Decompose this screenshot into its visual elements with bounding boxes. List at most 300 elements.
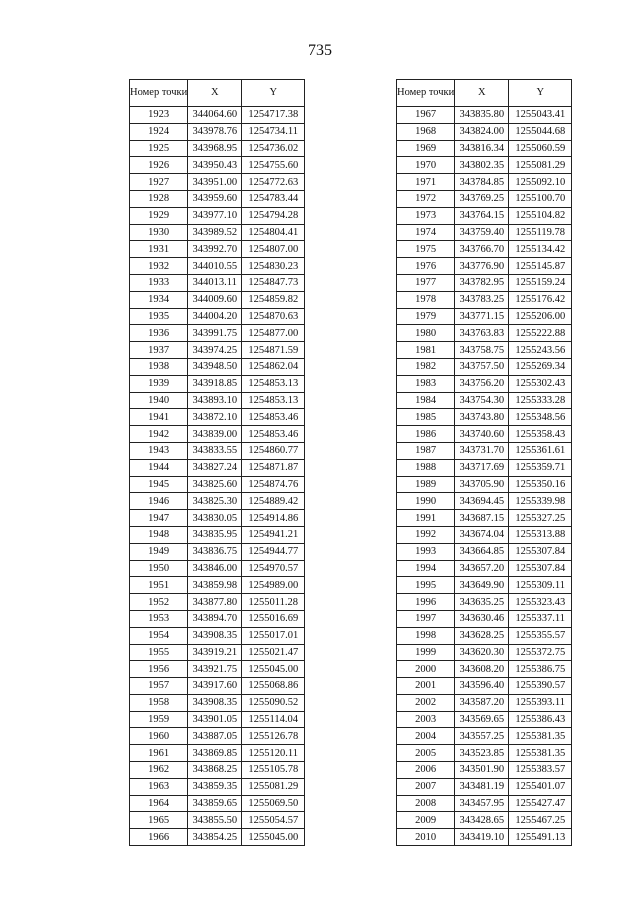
y-coordinate-cell: 1254830.23 [242,258,305,275]
table-row [397,325,572,342]
y-coordinate-cell: 1254772.63 [242,174,305,191]
x-coordinate-cell: 343835.80 [455,107,509,124]
x-coordinate-cell: 343481.19 [455,778,509,795]
y-coordinate-cell: 1255119.78 [509,224,572,241]
table-row [130,358,305,375]
x-coordinate-cell: 343501.90 [455,762,509,779]
x-coordinate-cell: 343759.40 [455,224,509,241]
point-number-cell: 1981 [397,342,455,359]
table-row [130,123,305,140]
x-coordinate-cell: 343919.21 [188,644,242,661]
y-coordinate-cell: 1254717.38 [242,107,305,124]
y-coordinate-cell: 1255206.00 [509,308,572,325]
y-coordinate-cell: 1255045.00 [242,661,305,678]
table-row [130,728,305,745]
y-coordinate-cell: 1254853.46 [242,409,305,426]
x-coordinate-cell: 343419.10 [455,829,509,846]
point-number-cell: 1943 [130,442,188,459]
y-coordinate-cell: 1254860.77 [242,442,305,459]
y-coordinate-cell: 1255044.68 [509,123,572,140]
x-coordinate-cell: 343630.46 [455,610,509,627]
table-row [397,795,572,812]
table-row [130,258,305,275]
x-coordinate-cell: 343894.70 [188,610,242,627]
y-coordinate-cell: 1255081.29 [242,778,305,795]
point-number-cell: 1978 [397,291,455,308]
table-row [130,560,305,577]
x-coordinate-cell: 343687.15 [455,510,509,527]
y-coordinate-cell: 1255105.78 [242,762,305,779]
y-coordinate-cell: 1255348.56 [509,409,572,426]
x-coordinate-cell: 343908.35 [188,627,242,644]
table-row [130,644,305,661]
point-number-cell: 2008 [397,795,455,812]
header-y: Y [509,80,572,107]
x-coordinate-cell: 343836.75 [188,543,242,560]
x-coordinate-cell: 343754.30 [455,392,509,409]
point-number-cell: 2005 [397,745,455,762]
y-coordinate-cell: 1254794.28 [242,207,305,224]
coordinates-table-right [396,79,572,846]
y-coordinate-cell: 1254871.87 [242,459,305,476]
point-number-cell: 1967 [397,107,455,124]
y-coordinate-cell: 1254736.02 [242,140,305,157]
x-coordinate-cell: 343827.24 [188,459,242,476]
table-row [130,375,305,392]
table-row [130,627,305,644]
header-x: X [188,80,242,107]
x-coordinate-cell: 343830.05 [188,510,242,527]
point-number-cell: 1939 [130,375,188,392]
y-coordinate-cell: 1255386.43 [509,711,572,728]
x-coordinate-cell: 343859.98 [188,577,242,594]
y-coordinate-cell: 1255145.87 [509,258,572,275]
point-number-cell: 1972 [397,190,455,207]
x-coordinate-cell: 343992.70 [188,241,242,258]
table-row [397,224,572,241]
y-coordinate-cell: 1255313.88 [509,526,572,543]
point-number-cell: 2001 [397,678,455,695]
point-number-cell: 2010 [397,829,455,846]
table-row [397,274,572,291]
point-number-cell: 1977 [397,274,455,291]
y-coordinate-cell: 1255339.98 [509,493,572,510]
table-row [130,812,305,829]
table-row [397,291,572,308]
y-coordinate-cell: 1255467.25 [509,812,572,829]
y-coordinate-cell: 1255017.01 [242,627,305,644]
point-number-cell: 1933 [130,274,188,291]
point-number-cell: 1929 [130,207,188,224]
y-coordinate-cell: 1255359.71 [509,459,572,476]
y-coordinate-cell: 1254862.04 [242,358,305,375]
table-row [397,728,572,745]
y-coordinate-cell: 1254944.77 [242,543,305,560]
x-coordinate-cell: 343596.40 [455,678,509,695]
y-coordinate-cell: 1255126.78 [242,728,305,745]
point-number-cell: 2006 [397,762,455,779]
point-number-cell: 1949 [130,543,188,560]
point-number-cell: 1952 [130,594,188,611]
table-row [130,459,305,476]
x-coordinate-cell: 343763.83 [455,325,509,342]
point-number-cell: 1987 [397,442,455,459]
point-number-cell: 1942 [130,426,188,443]
y-coordinate-cell: 1255120.11 [242,745,305,762]
x-coordinate-cell: 343977.10 [188,207,242,224]
table-row [130,140,305,157]
table-row [130,829,305,846]
y-coordinate-cell: 1255333.28 [509,392,572,409]
point-number-cell: 1968 [397,123,455,140]
table-row [397,190,572,207]
x-coordinate-cell: 343974.25 [188,342,242,359]
x-coordinate-cell: 343764.15 [455,207,509,224]
table-row [397,207,572,224]
point-number-cell: 1951 [130,577,188,594]
y-coordinate-cell: 1255381.35 [509,728,572,745]
table-row [397,510,572,527]
y-coordinate-cell: 1255069.50 [242,795,305,812]
point-number-cell: 2000 [397,661,455,678]
x-coordinate-cell: 343978.76 [188,123,242,140]
point-number-cell: 2007 [397,778,455,795]
x-coordinate-cell: 343635.25 [455,594,509,611]
x-coordinate-cell: 343872.10 [188,409,242,426]
y-coordinate-cell: 1254853.13 [242,375,305,392]
table-row [397,560,572,577]
table-row [397,358,572,375]
x-coordinate-cell: 343948.50 [188,358,242,375]
x-coordinate-cell: 344064.60 [188,107,242,124]
x-coordinate-cell: 343951.00 [188,174,242,191]
point-number-cell: 1926 [130,157,188,174]
point-number-cell: 1928 [130,190,188,207]
table-row [397,140,572,157]
table-row [397,493,572,510]
y-coordinate-cell: 1254807.00 [242,241,305,258]
x-coordinate-cell: 343657.20 [455,560,509,577]
table-row [397,762,572,779]
y-coordinate-cell: 1255100.70 [509,190,572,207]
table-row [397,308,572,325]
x-coordinate-cell: 344009.60 [188,291,242,308]
y-coordinate-cell: 1255090.52 [242,694,305,711]
x-coordinate-cell: 343743.80 [455,409,509,426]
table-row [130,694,305,711]
table-row [397,594,572,611]
point-number-cell: 2003 [397,711,455,728]
table-row [130,661,305,678]
y-coordinate-cell: 1254941.21 [242,526,305,543]
point-number-cell: 1950 [130,560,188,577]
y-coordinate-cell: 1254859.82 [242,291,305,308]
table-row [397,258,572,275]
table-body-right [397,107,572,846]
point-number-cell: 1984 [397,392,455,409]
table-row [130,291,305,308]
x-coordinate-cell: 343782.95 [455,274,509,291]
x-coordinate-cell: 343771.15 [455,308,509,325]
x-coordinate-cell: 343694.45 [455,493,509,510]
table-row [397,442,572,459]
y-coordinate-cell: 1254970.57 [242,560,305,577]
point-number-cell: 1963 [130,778,188,795]
point-number-cell: 1955 [130,644,188,661]
table-row [397,157,572,174]
coordinates-table-left [129,79,305,846]
table-row [130,224,305,241]
table-row [397,627,572,644]
x-coordinate-cell: 343587.20 [455,694,509,711]
table-row [130,678,305,695]
y-coordinate-cell: 1254914.86 [242,510,305,527]
y-coordinate-cell: 1255060.59 [509,140,572,157]
table-row [397,426,572,443]
table-row [397,829,572,846]
table-row [130,342,305,359]
y-coordinate-cell: 1255393.11 [509,694,572,711]
table-row [130,610,305,627]
x-coordinate-cell: 343846.00 [188,560,242,577]
point-number-cell: 1927 [130,174,188,191]
table-row [130,274,305,291]
y-coordinate-cell: 1255302.43 [509,375,572,392]
point-number-cell: 1983 [397,375,455,392]
point-number-cell: 1969 [397,140,455,157]
x-coordinate-cell: 343569.65 [455,711,509,728]
point-number-cell: 1937 [130,342,188,359]
x-coordinate-cell: 343877.80 [188,594,242,611]
x-coordinate-cell: 343757.50 [455,358,509,375]
point-number-cell: 2009 [397,812,455,829]
x-coordinate-cell: 343887.05 [188,728,242,745]
x-coordinate-cell: 343620.30 [455,644,509,661]
point-number-cell: 1936 [130,325,188,342]
point-number-cell: 1934 [130,291,188,308]
y-coordinate-cell: 1254871.59 [242,342,305,359]
point-number-cell: 1979 [397,308,455,325]
y-coordinate-cell: 1255092.10 [509,174,572,191]
point-number-cell: 1938 [130,358,188,375]
page-number: 735 [308,42,332,59]
table-row [130,795,305,812]
x-coordinate-cell: 343859.65 [188,795,242,812]
x-coordinate-cell: 344004.20 [188,308,242,325]
x-coordinate-cell: 343628.25 [455,627,509,644]
table-row [397,409,572,426]
point-number-cell: 1953 [130,610,188,627]
point-number-cell: 1965 [130,812,188,829]
point-number-cell: 1954 [130,627,188,644]
point-number-cell: 1990 [397,493,455,510]
x-coordinate-cell: 343769.25 [455,190,509,207]
y-coordinate-cell: 1255337.11 [509,610,572,627]
point-number-cell: 1996 [397,594,455,611]
header-x: X [455,80,509,107]
y-coordinate-cell: 1255081.29 [509,157,572,174]
x-coordinate-cell: 343766.70 [455,241,509,258]
point-number-cell: 1956 [130,661,188,678]
point-number-cell: 1982 [397,358,455,375]
table-row [397,476,572,493]
y-coordinate-cell: 1255045.00 [242,829,305,846]
table-row [130,778,305,795]
x-coordinate-cell: 343833.55 [188,442,242,459]
point-number-cell: 1993 [397,543,455,560]
x-coordinate-cell: 343908.35 [188,694,242,711]
header-point-number: Номер точки [130,80,188,107]
x-coordinate-cell: 343901.05 [188,711,242,728]
point-number-cell: 1931 [130,241,188,258]
point-number-cell: 1962 [130,762,188,779]
header-point-number: Номер точки [397,80,455,107]
y-coordinate-cell: 1255016.69 [242,610,305,627]
y-coordinate-cell: 1255355.57 [509,627,572,644]
table-row [130,762,305,779]
point-number-cell: 1945 [130,476,188,493]
point-number-cell: 1946 [130,493,188,510]
table-row [130,493,305,510]
point-number-cell: 1964 [130,795,188,812]
y-coordinate-cell: 1254877.00 [242,325,305,342]
point-number-cell: 1960 [130,728,188,745]
y-coordinate-cell: 1255114.04 [242,711,305,728]
table-row [397,745,572,762]
table-row [397,459,572,476]
x-coordinate-cell: 343783.25 [455,291,509,308]
x-coordinate-cell: 343835.95 [188,526,242,543]
table-row [130,325,305,342]
table-row [397,123,572,140]
y-coordinate-cell: 1255350.16 [509,476,572,493]
x-coordinate-cell: 343674.04 [455,526,509,543]
x-coordinate-cell: 343802.35 [455,157,509,174]
point-number-cell: 1999 [397,644,455,661]
table-row [130,476,305,493]
y-coordinate-cell: 1255491.13 [509,829,572,846]
point-number-cell: 1995 [397,577,455,594]
y-coordinate-cell: 1255104.82 [509,207,572,224]
x-coordinate-cell: 343740.60 [455,426,509,443]
table-row [397,711,572,728]
point-number-cell: 1940 [130,392,188,409]
y-coordinate-cell: 1255068.86 [242,678,305,695]
table-row [130,409,305,426]
point-number-cell: 1944 [130,459,188,476]
point-number-cell: 1975 [397,241,455,258]
point-number-cell: 1966 [130,829,188,846]
x-coordinate-cell: 343950.43 [188,157,242,174]
table-row [130,241,305,258]
point-number-cell: 1989 [397,476,455,493]
point-number-cell: 1941 [130,409,188,426]
point-number-cell: 1974 [397,224,455,241]
y-coordinate-cell: 1254989.00 [242,577,305,594]
table-row [130,190,305,207]
y-coordinate-cell: 1255134.42 [509,241,572,258]
x-coordinate-cell: 343824.00 [455,123,509,140]
point-number-cell: 1959 [130,711,188,728]
y-coordinate-cell: 1255054.57 [242,812,305,829]
table-row [130,745,305,762]
x-coordinate-cell: 343649.90 [455,577,509,594]
y-coordinate-cell: 1255327.25 [509,510,572,527]
table-row [130,510,305,527]
point-number-cell: 1924 [130,123,188,140]
y-coordinate-cell: 1255381.35 [509,745,572,762]
table-row [397,543,572,560]
x-coordinate-cell: 343921.75 [188,661,242,678]
y-coordinate-cell: 1255372.75 [509,644,572,661]
table-row [397,107,572,124]
y-coordinate-cell: 1255011.28 [242,594,305,611]
table-body-left [130,107,305,846]
table-row [130,543,305,560]
table-row [130,207,305,224]
table-row [397,174,572,191]
point-number-cell: 1932 [130,258,188,275]
table-row [130,174,305,191]
table-row [397,577,572,594]
x-coordinate-cell: 343756.20 [455,375,509,392]
x-coordinate-cell: 343989.52 [188,224,242,241]
x-coordinate-cell: 343959.60 [188,190,242,207]
x-coordinate-cell: 344010.55 [188,258,242,275]
point-number-cell: 1976 [397,258,455,275]
y-coordinate-cell: 1255307.84 [509,560,572,577]
x-coordinate-cell: 343917.60 [188,678,242,695]
table-row [397,678,572,695]
point-number-cell: 1988 [397,459,455,476]
y-coordinate-cell: 1254874.76 [242,476,305,493]
table-row [130,426,305,443]
table-row [397,526,572,543]
table-row [397,392,572,409]
x-coordinate-cell: 343557.25 [455,728,509,745]
y-coordinate-cell: 1255222.88 [509,325,572,342]
table-row [130,594,305,611]
x-coordinate-cell: 343523.85 [455,745,509,762]
point-number-cell: 2002 [397,694,455,711]
point-number-cell: 1994 [397,560,455,577]
table-row [397,661,572,678]
y-coordinate-cell: 1255401.07 [509,778,572,795]
y-coordinate-cell: 1255243.56 [509,342,572,359]
y-coordinate-cell: 1255361.61 [509,442,572,459]
table-row [397,644,572,661]
point-number-cell: 1998 [397,627,455,644]
y-coordinate-cell: 1254853.13 [242,392,305,409]
y-coordinate-cell: 1254804.41 [242,224,305,241]
point-number-cell: 1923 [130,107,188,124]
y-coordinate-cell: 1254755.60 [242,157,305,174]
x-coordinate-cell: 343869.85 [188,745,242,762]
point-number-cell: 1970 [397,157,455,174]
table-header-row [397,80,572,107]
table-row [397,812,572,829]
table-row [397,375,572,392]
table-row [130,157,305,174]
x-coordinate-cell: 343784.85 [455,174,509,191]
x-coordinate-cell: 343608.20 [455,661,509,678]
x-coordinate-cell: 343776.90 [455,258,509,275]
x-coordinate-cell: 343893.10 [188,392,242,409]
header-y: Y [242,80,305,107]
point-number-cell: 1985 [397,409,455,426]
table-header-row [130,80,305,107]
y-coordinate-cell: 1255021.47 [242,644,305,661]
